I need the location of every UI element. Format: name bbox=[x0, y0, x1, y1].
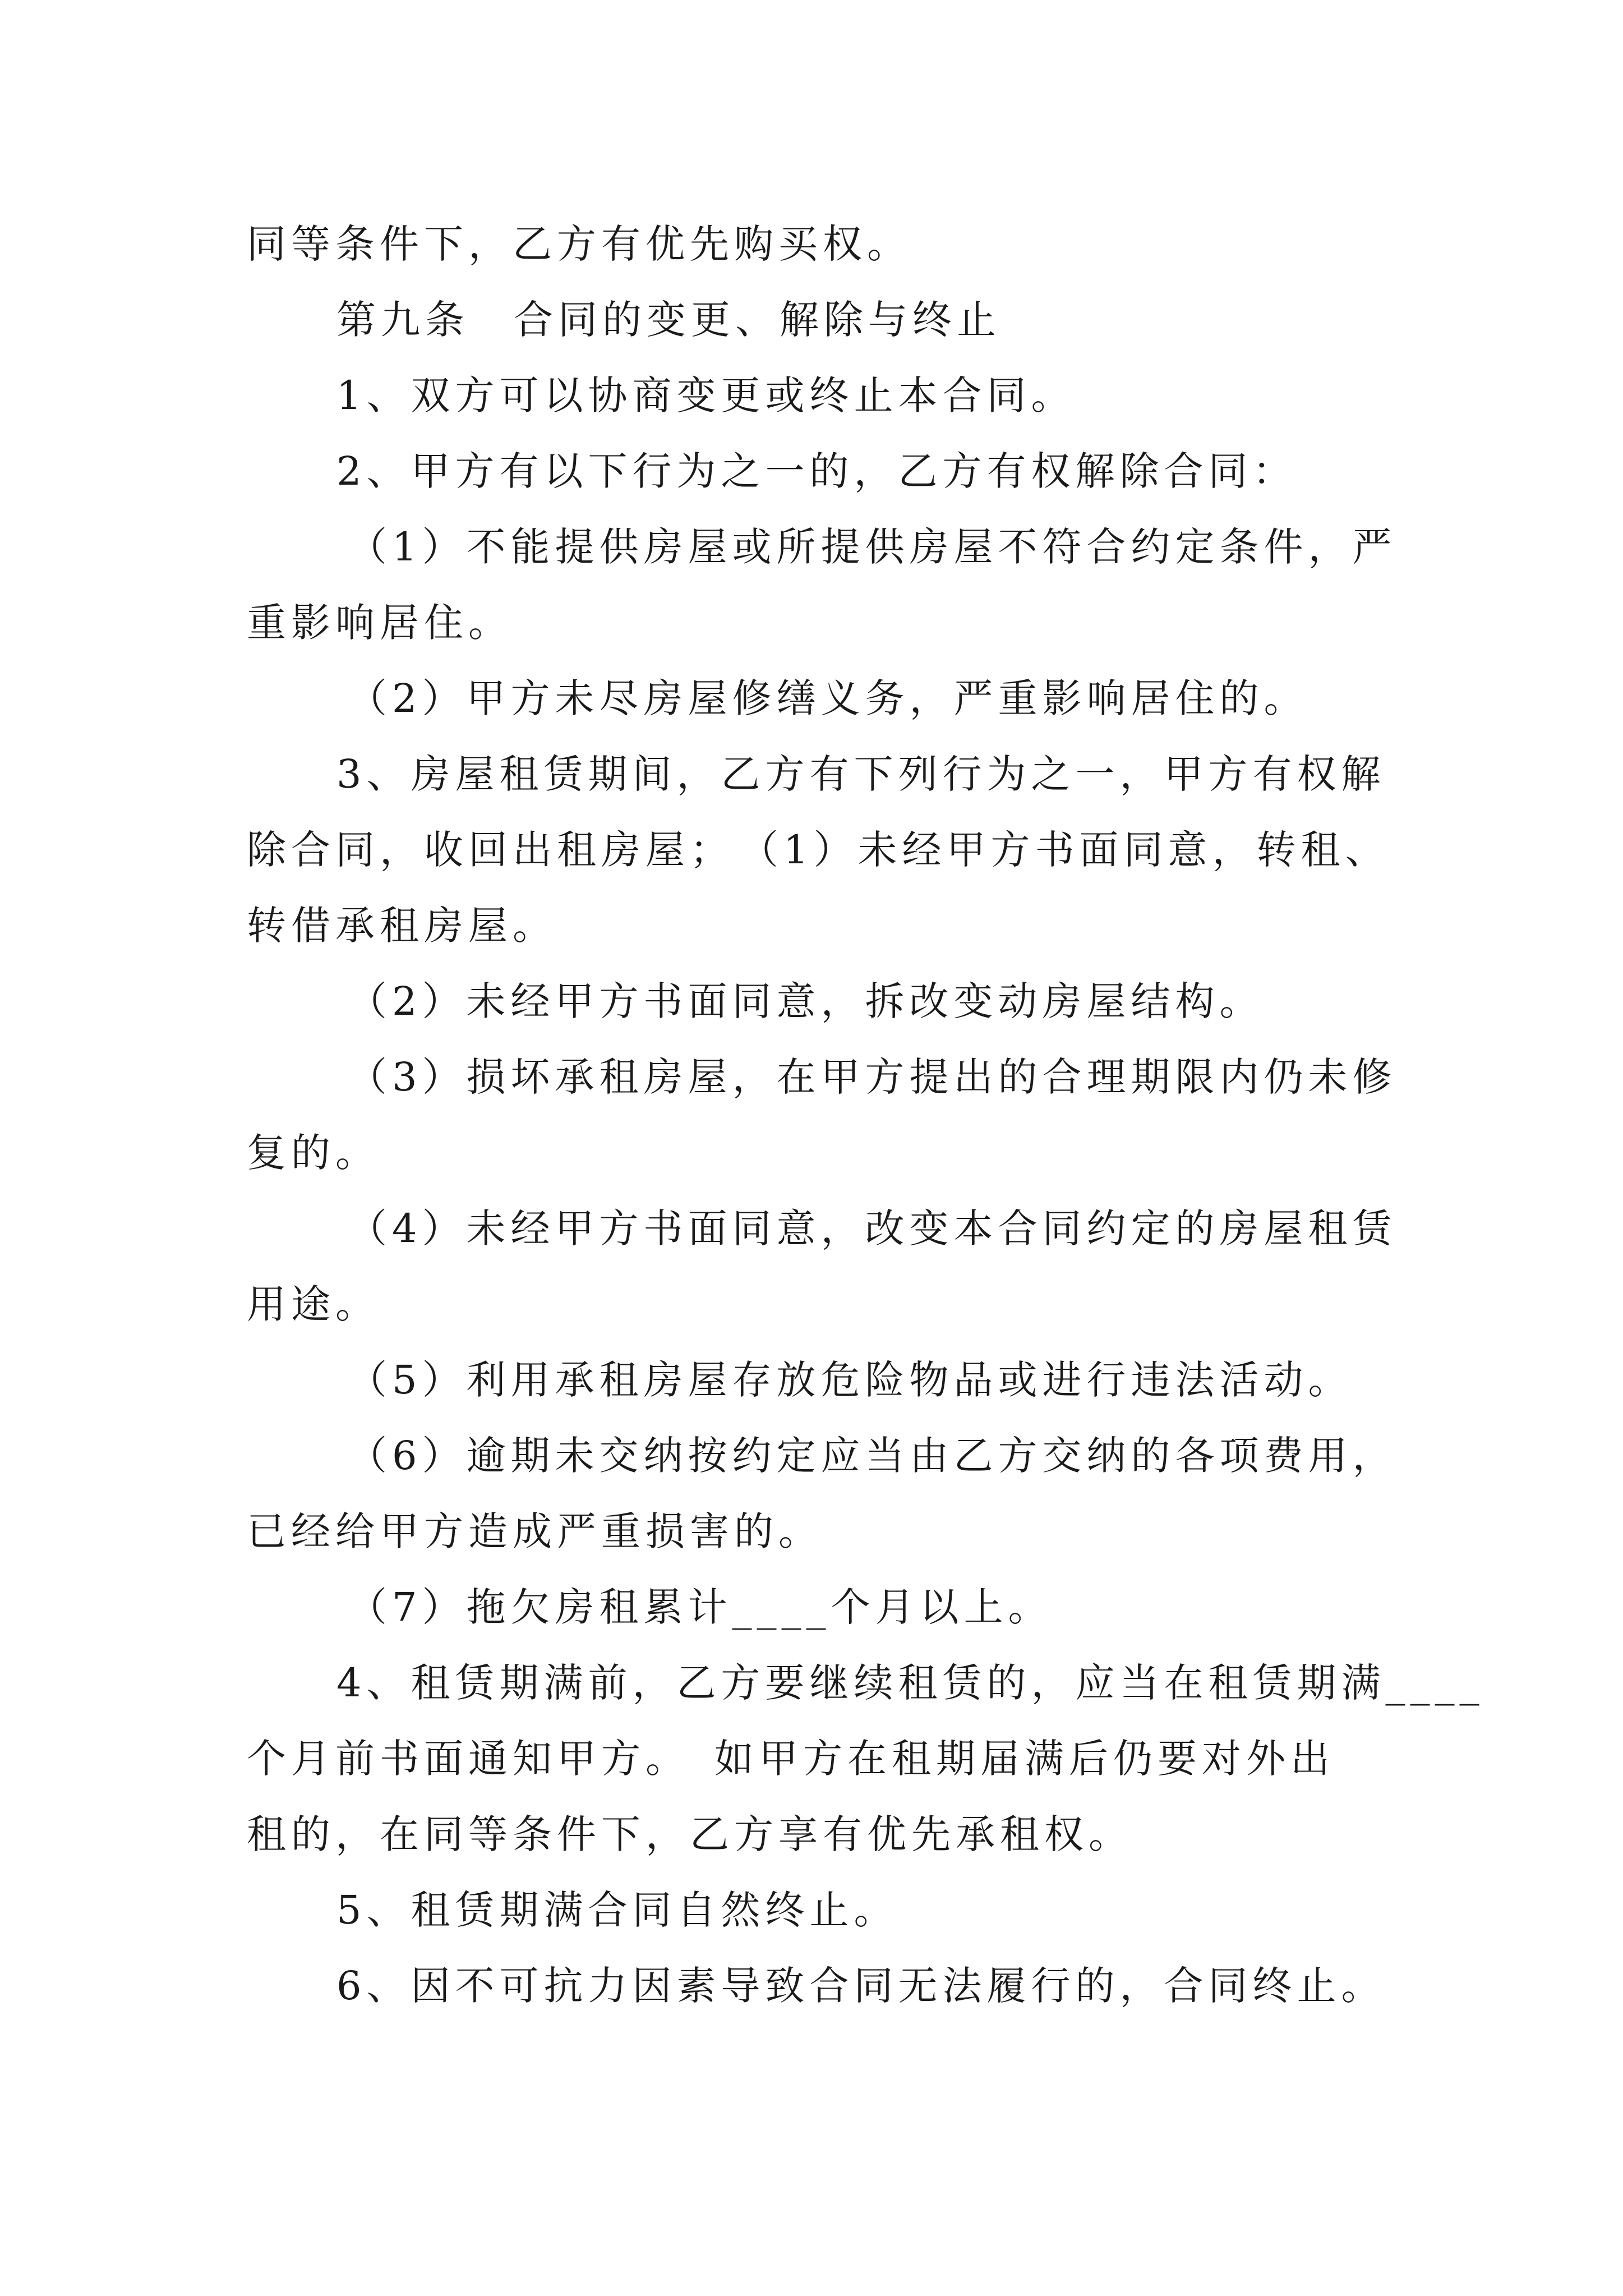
paragraph-line: （2）甲方未尽房屋修缮义务，严重影响居住的。 bbox=[348, 675, 1308, 721]
paragraph-line: （6）逾期未交纳按约定应当由乙方交纳的各项费用， bbox=[348, 1433, 1397, 1479]
paragraph-line: 个月前书面通知甲方。 如甲方在租期届满后仍要对外出 bbox=[247, 1736, 1335, 1782]
paragraph-line: （2）未经甲方书面同意，拆改变动房屋结构。 bbox=[348, 978, 1264, 1024]
paragraph-line: 1、双方可以协商变更或终止本合同。 bbox=[336, 372, 1076, 418]
paragraph-line: （7）拖欠房租累计____个月以上。 bbox=[348, 1584, 1053, 1630]
paragraph-line: 已经给甲方造成严重损害的。 bbox=[247, 1508, 823, 1554]
paragraph-line: 除合同，收回出租房屋； （1）未经甲方书面同意，转租、 bbox=[247, 827, 1390, 873]
paragraph-line: 重影响居住。 bbox=[247, 600, 513, 646]
paragraph-line: 6、因不可抗力因素导致合同无法履行的，合同终止。 bbox=[336, 1963, 1386, 2009]
paragraph-line: 租的，在同等条件下，乙方享有优先承租权。 bbox=[247, 1811, 1133, 1857]
paragraph-line: （1）不能提供房屋或所提供房屋不符合约定条件，严 bbox=[348, 524, 1397, 570]
paragraph-line: 5、租赁期满合同自然终止。 bbox=[336, 1887, 898, 1933]
article-nine-heading: 第九条 合同的变更、解除与终止 bbox=[336, 297, 1001, 343]
paragraph-line: 用途。 bbox=[247, 1281, 380, 1327]
paragraph-line: 同等条件下，乙方有优先购买权。 bbox=[247, 221, 911, 267]
paragraph-line: （5）利用承租房屋存放危险物品或进行违法活动。 bbox=[348, 1357, 1353, 1403]
paragraph-line: 复的。 bbox=[247, 1130, 380, 1176]
paragraph-line: （3）损坏承租房屋，在甲方提出的合理期限内仍未修 bbox=[348, 1054, 1397, 1100]
paragraph-line: 转借承租房屋。 bbox=[247, 903, 557, 949]
paragraph-line: 3、房屋租赁期间，乙方有下列行为之一，甲方有权解 bbox=[336, 751, 1386, 797]
paragraph-line: （4）未经甲方书面同意，改变本合同约定的房屋租赁 bbox=[348, 1205, 1397, 1251]
paragraph-line: 4、租赁期满前，乙方要继续租赁的，应当在租赁期满____ bbox=[336, 1660, 1484, 1706]
paragraph-line: 2、甲方有以下行为之一的，乙方有权解除合同： bbox=[336, 448, 1297, 494]
